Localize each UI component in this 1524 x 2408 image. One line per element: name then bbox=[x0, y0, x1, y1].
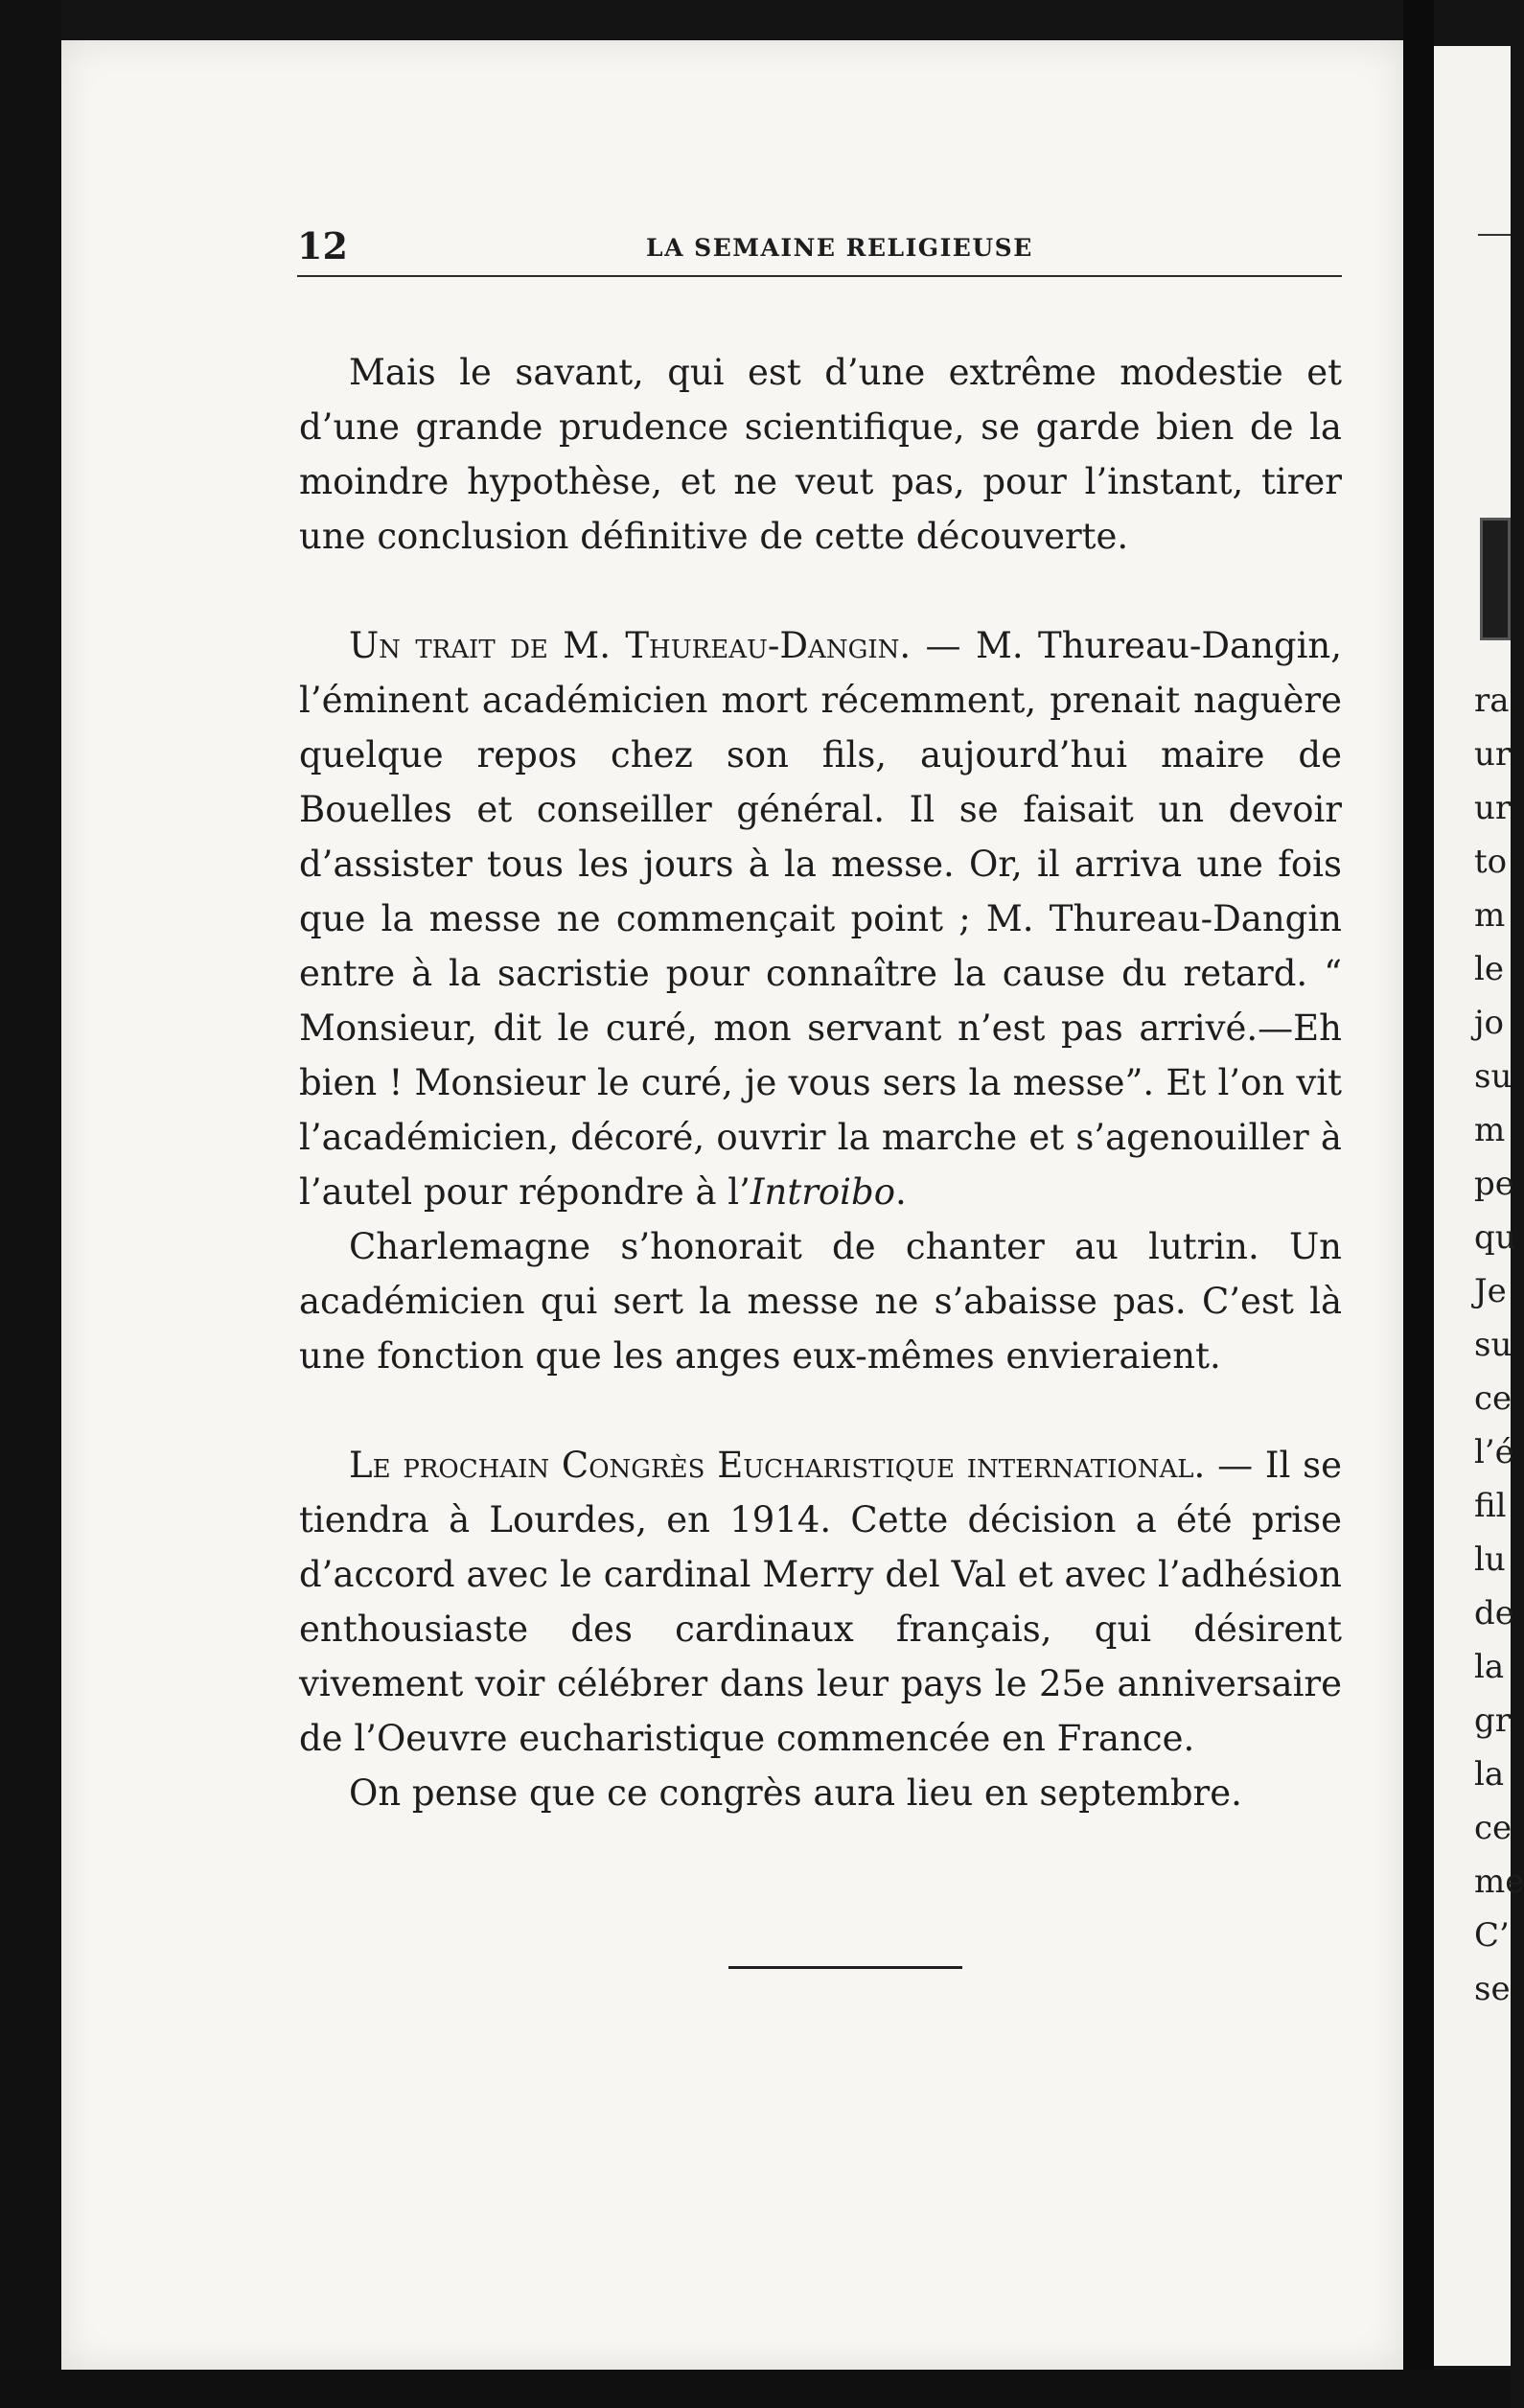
paragraph-congres bbox=[299, 1438, 1342, 1766]
paragraph-savant: Mais le savant, qui est d’une extrême modestie et d’une grande prudence scientifique, se garde bien de la moindre hypothèse, et ne veut pas, pour l’instant, tirer une conclusion définitive de cette découverte. bbox=[299, 352, 1342, 557]
adjacent-line-fragment: jo bbox=[1474, 1004, 1505, 1042]
adjacent-line-fragment: pe bbox=[1474, 1165, 1514, 1203]
adjacent-page bbox=[1434, 46, 1524, 2366]
adjacent-line-fragment: le bbox=[1474, 950, 1504, 988]
adjacent-line-fragment: ur bbox=[1474, 789, 1512, 827]
adjacent-line-fragment: la bbox=[1474, 1648, 1505, 1686]
adjacent-line-fragment: m bbox=[1474, 1111, 1506, 1149]
italic-term: Introibo bbox=[750, 1171, 895, 1213]
paragraph-end: . bbox=[894, 1171, 907, 1213]
adjacent-line-fragment: Je bbox=[1474, 1272, 1507, 1310]
adjacent-line-fragment: ra bbox=[1474, 682, 1510, 720]
adjacent-line-fragment: gr bbox=[1474, 1702, 1512, 1740]
scan-border-left bbox=[0, 0, 61, 2408]
end-rule bbox=[728, 1966, 962, 1969]
adjacent-line-fragment: l’é bbox=[1474, 1433, 1514, 1471]
paragraph-text: — M. Thureau-Dangin, l’éminent académicien mort récemment, prenait naguère quelque repos chez son fils, aujourd’hui maire de Bouelles et conseiller général. Il se faisait un devoir d’assister tous les jours à la messe. Or, il arriva une fois que la messe ne commençait point ; M. Thureau-Dangin entre à la sacristie pour connaître la cause du retard. “ Monsieur, dit le curé, mon servant n’est pas arrivé.—Eh bien ! Monsieur le curé, je vous sers la messe”. Et l’on vit l’académicien, décoré, ouvrir la marche et s’agenouiller à l’autel pour répondre à l’ bbox=[299, 625, 1343, 1213]
paragraph-charlemagne: Charlemagne s’honorait de chanter au lutrin. Un académicien qui sert la messe ne s’abaisse pas. C’est là une fonction que les anges eux-mêmes envieraient. bbox=[299, 1226, 1342, 1377]
book-gutter bbox=[1403, 0, 1434, 2408]
adjacent-line-fragment: ce bbox=[1474, 1379, 1512, 1418]
paragraph-septembre: On pense que ce congrès aura lieu en septembre. bbox=[349, 1772, 1242, 1814]
adjacent-line-fragment: su bbox=[1474, 1057, 1512, 1096]
adjacent-line-fragment: ur bbox=[1474, 735, 1512, 774]
adjacent-line-fragment: C’ bbox=[1474, 1916, 1510, 1955]
adjacent-line-fragment: qu bbox=[1474, 1218, 1516, 1257]
adjacent-header-rule bbox=[1478, 234, 1511, 236]
adjacent-line-fragment: ce bbox=[1474, 1809, 1512, 1847]
adjacent-line-fragment: la bbox=[1474, 1755, 1505, 1794]
page-header bbox=[297, 220, 1342, 272]
running-title: LA SEMAINE RELIGIEUSE bbox=[646, 234, 1033, 262]
section-lead-thureau-dangin: Un trait de M. Thureau-Dangin. bbox=[349, 625, 912, 666]
adjacent-line-fragment: to bbox=[1474, 843, 1508, 881]
article-body bbox=[299, 345, 1342, 1820]
adjacent-line-fragment: su bbox=[1474, 1326, 1512, 1364]
section-lead-congres: Le prochain Congrès Eucharistique international. bbox=[349, 1445, 1206, 1486]
adjacent-line-fragment: se bbox=[1474, 1970, 1511, 2008]
paragraph-thureau-dangin bbox=[299, 618, 1342, 1219]
adjacent-line-fragment: lu bbox=[1474, 1540, 1506, 1579]
adjacent-line-fragment: fil bbox=[1474, 1487, 1507, 1525]
adjacent-line-fragment: me bbox=[1474, 1863, 1524, 1901]
adjacent-line-fragment: m bbox=[1474, 896, 1506, 935]
ornament-icon bbox=[1480, 518, 1511, 640]
scan-border-bottom bbox=[0, 2370, 1511, 2408]
paragraph-text: — Il se tiendra à Lourdes, en 1914. Cette décision a été prise d’accord avec le cardinal Merry del Val et avec l’adhésion enthousiaste des cardinaux français, qui désirent vivement voir célébrer dans leur pays le 25e anniversaire de l’Oeuvre eucharistique commencée en France. bbox=[299, 1445, 1342, 1759]
adjacent-line-fragment: de bbox=[1474, 1594, 1514, 1632]
header-rule bbox=[297, 275, 1342, 277]
page-number: 12 bbox=[297, 224, 348, 267]
